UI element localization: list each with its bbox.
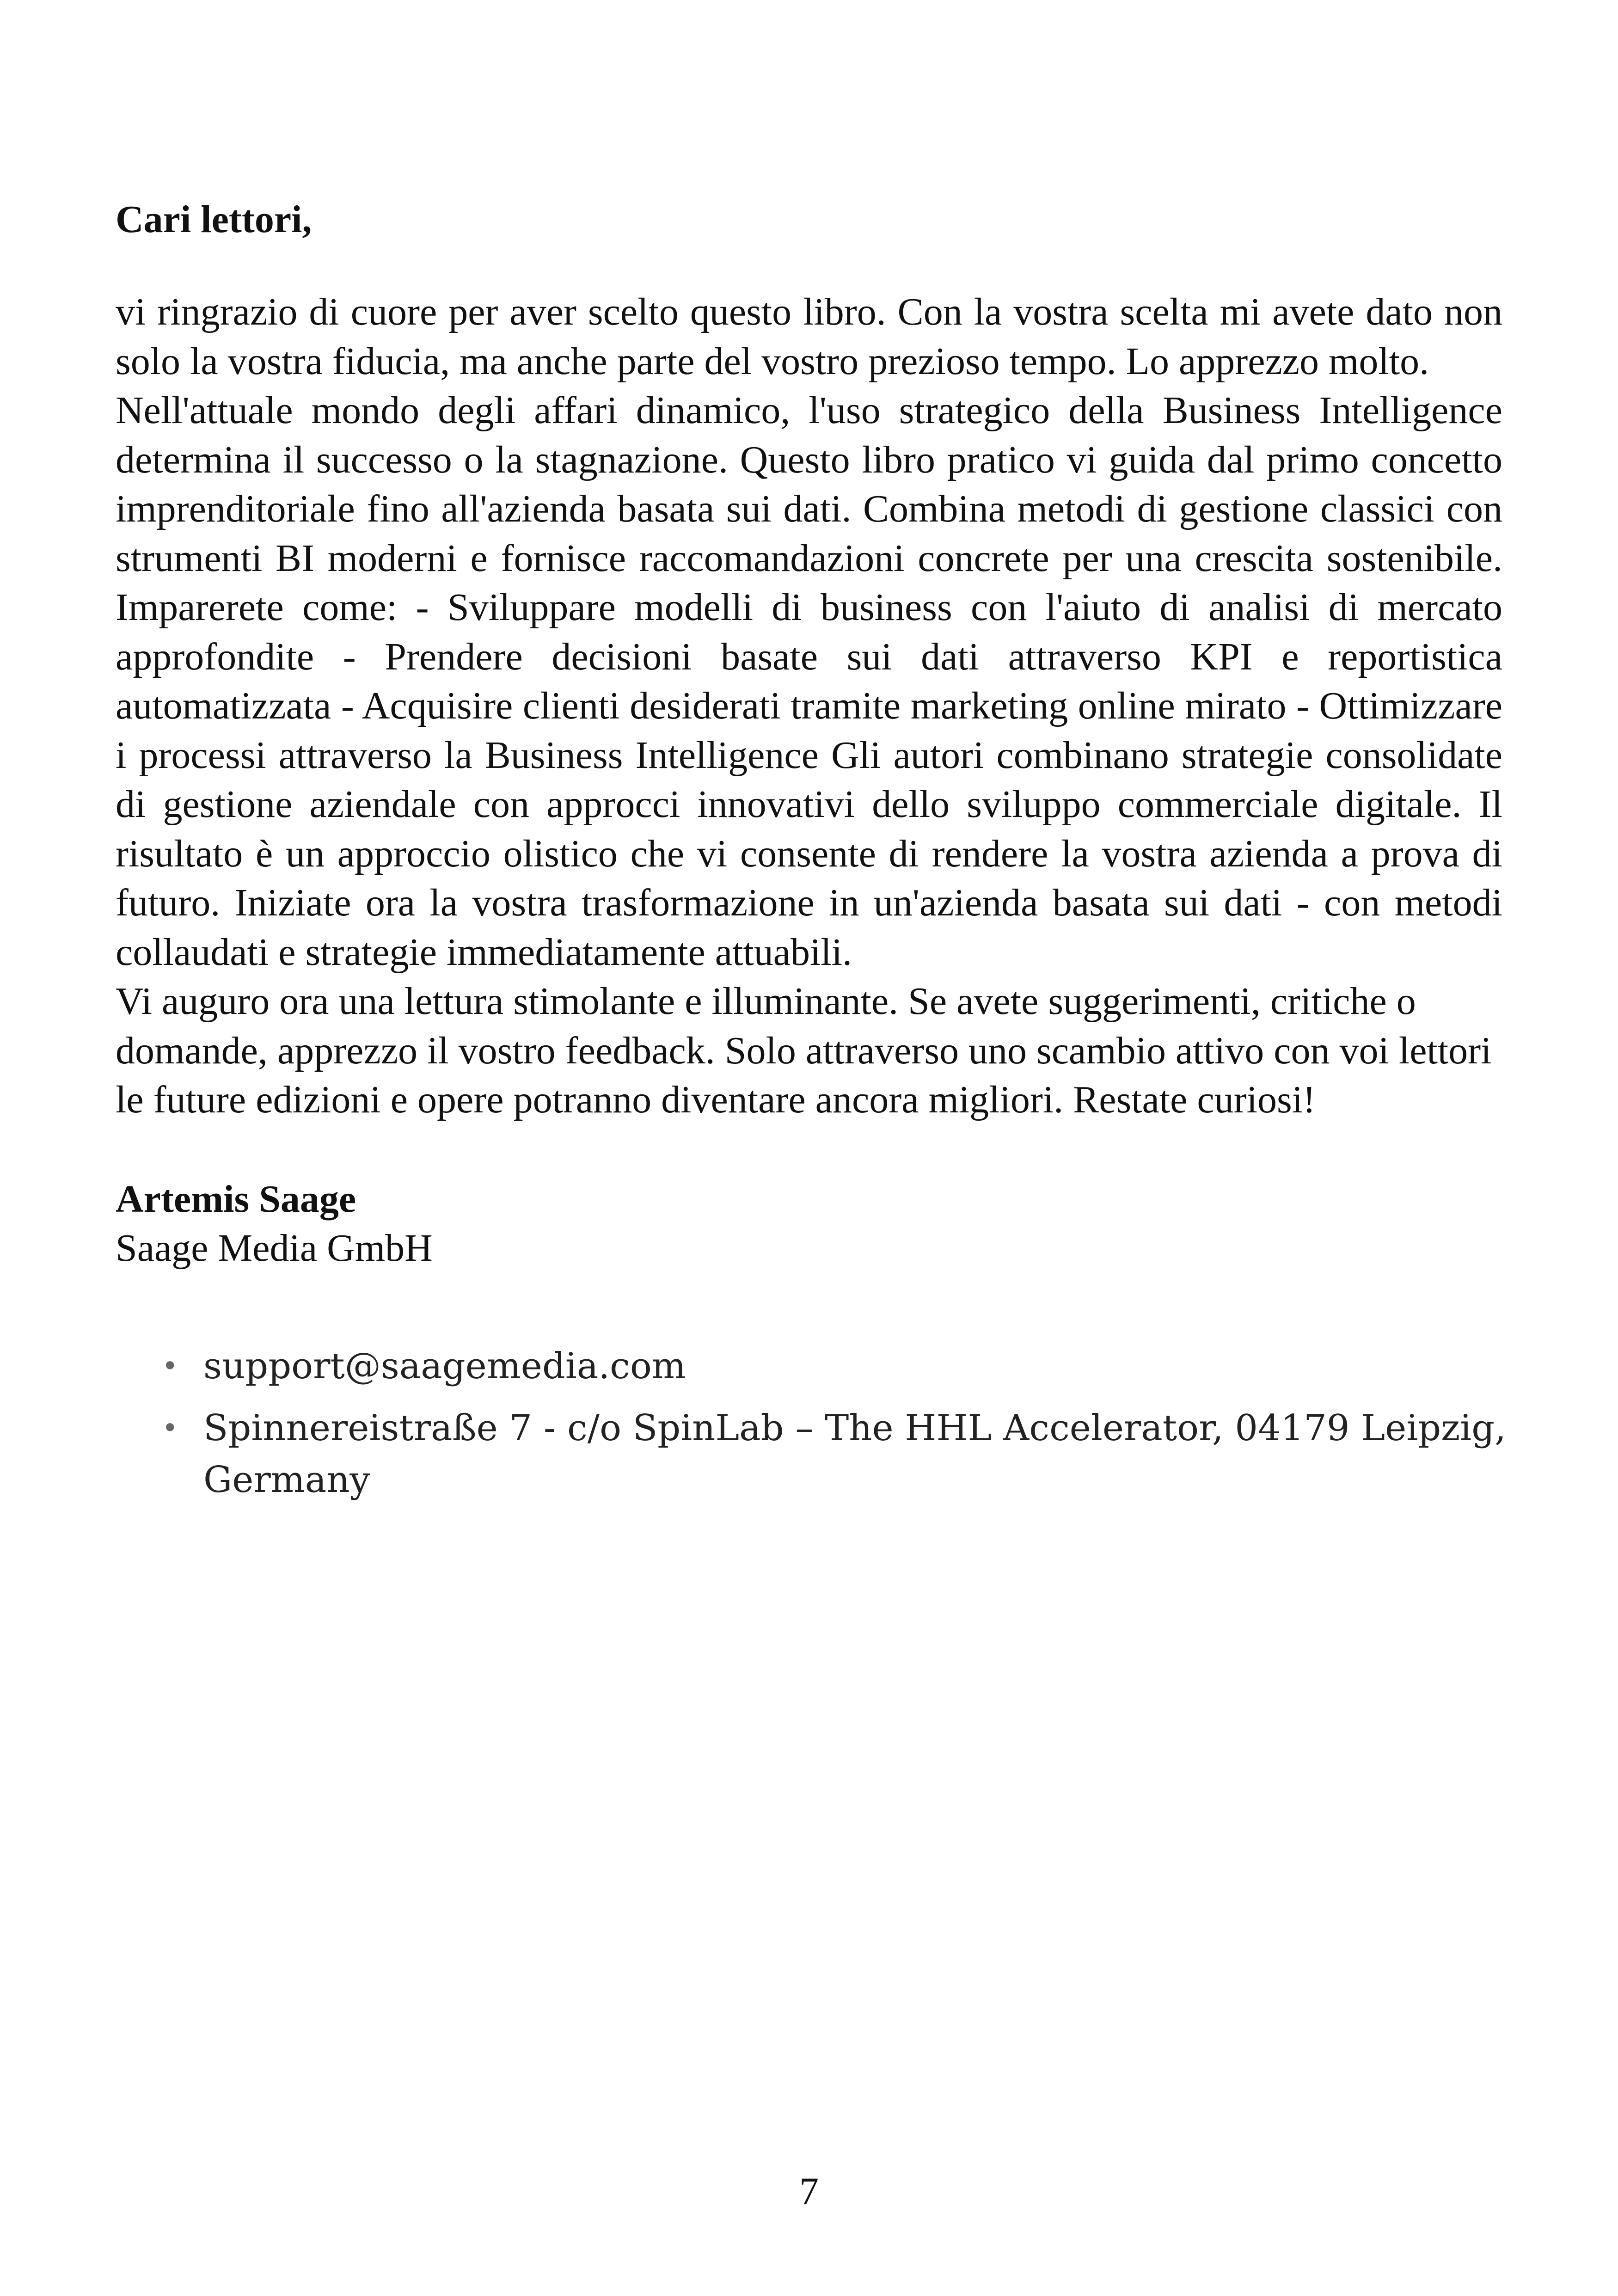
signature-block	[116, 1175, 1502, 1273]
contact-email[interactable]: support@saagemedia.com	[203, 1345, 686, 1387]
company-name: Saage Media GmbH	[116, 1226, 433, 1270]
paragraph-book-description: Nell'attuale mondo degli affari dinamico, l'uso strategico della Business Intelligence determina il successo o la stagnazione. Questo libro pratico vi guida dal primo concetto imprenditoriale fino all'azienda basata sui dati. Combina metodi di gestione classici con strumenti BI moderni e fornisce raccomandazioni concrete per una crescita sostenibile. Imparerete come: - Sviluppare modelli di business con l'aiuto di analisi di mercato approfondite - Prendere decisioni basate sui dati attraverso KPI e reportistica automatizzata - Acquisire clienti desiderati tramite marketing online mirato - Ottimizzare i processi attraverso la Business Intelligence Gli autori combinano strategie consolidate di gestione aziendale con approcci innovativi dello sviluppo commerciale digitale. Il risultato è un approccio olistico che vi consente di rendere la vostra azienda a prova di futuro. Iniziate ora la vostra trasformazione in un'azienda basata sui dati - con metodi collaudati e strategie immediatamente attuabili.	[116, 389, 1502, 974]
paragraph-intro: vi ringrazio di cuore per aver scelto questo libro. Con la vostra scelta mi avete dato non solo la vostra fiducia, ma anche parte del vostro prezioso tempo. Lo apprezzo molto.	[116, 290, 1502, 383]
page-number: 7	[799, 2170, 819, 2213]
paragraph-closing: Vi auguro ora una lettura stimolante e illuminante. Se avete suggerimenti, critiche o domande, apprezzo il vostro feedback. Solo attraverso uno scambio attivo con voi lettori le future edizioni e opere potranno diventare ancora migliori. Restate curiosi!	[116, 980, 1492, 1121]
bullet-icon: •	[162, 1412, 178, 1444]
greeting-heading: Cari lettori,	[116, 198, 312, 241]
letter-body	[116, 194, 1506, 1516]
contact-address-item	[162, 1402, 1544, 1506]
contact-email-item	[162, 1340, 1544, 1392]
contact-address: Spinnereistraße 7 - c/o SpinLab – The HHL Accelerator, 04179 Leipzig, Germany	[203, 1407, 1506, 1501]
author-name: Artemis Saage	[116, 1177, 356, 1221]
bullet-icon: •	[162, 1350, 178, 1382]
contact-list	[116, 1340, 1506, 1506]
